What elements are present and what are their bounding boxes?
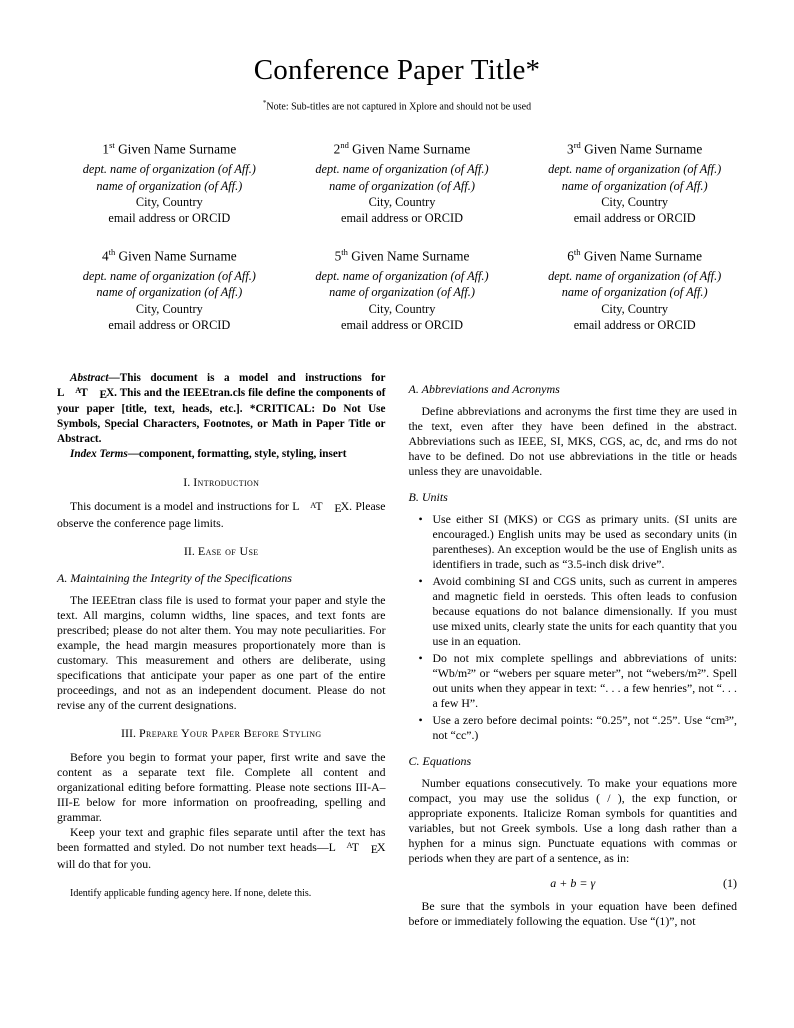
subsection-heading-abbreviations bbox=[409, 382, 738, 397]
subsection-heading-integrity bbox=[57, 571, 386, 586]
author-name-text: Given Name Surname bbox=[352, 141, 471, 157]
section-title: Ease of Use bbox=[197, 544, 259, 559]
author-org: name of organization (of Aff.) bbox=[96, 178, 243, 193]
title-footnote-star: * bbox=[262, 99, 267, 107]
subsection-heading-equations bbox=[409, 754, 738, 769]
equation bbox=[409, 876, 738, 891]
latex-letter: A bbox=[346, 840, 353, 851]
index-terms bbox=[57, 447, 386, 462]
latex-letter: T bbox=[315, 498, 323, 513]
author-ordinal: 6 bbox=[567, 248, 574, 264]
bullet-icon: • bbox=[418, 574, 423, 589]
author-email: email address or ORCID bbox=[108, 317, 231, 332]
author-name-text: Given Name Surname bbox=[118, 141, 237, 157]
author-name-text: Given Name Surname bbox=[351, 248, 470, 264]
author-name bbox=[290, 247, 515, 265]
abstract-text-1: —This document is a model and instructions for bbox=[108, 372, 386, 385]
author-name-text: Given Name Surname bbox=[583, 248, 703, 264]
subsection-heading-units bbox=[409, 490, 738, 505]
author-dept: dept. name of organization (of Aff.) bbox=[315, 162, 489, 177]
section-heading-prepare bbox=[57, 726, 386, 741]
author-dept: dept. name of organization (of Aff.) bbox=[315, 269, 489, 284]
list-item bbox=[419, 713, 738, 743]
list-item-text: Use either SI (MKS) or CGS as primary units. (SI units are encouraged.) English units may be used as secondary units (in parentheses). An exception would be the use of English units as identifiers in trade, such as “3.5-inch disk drive”. bbox=[432, 512, 737, 572]
author-block-6 bbox=[522, 247, 747, 333]
latex-letter: E bbox=[99, 388, 107, 401]
latex-logo bbox=[292, 498, 350, 516]
author-block-3 bbox=[522, 140, 747, 226]
section-number: II. bbox=[183, 544, 195, 559]
latex-letter: L bbox=[57, 386, 65, 399]
author-ordinal: 5 bbox=[334, 248, 342, 264]
author-name bbox=[290, 140, 515, 158]
title-footnote-text: Note: Sub-titles are not captured in Xplore and should not be used bbox=[266, 101, 532, 113]
subsection-title: Abbreviations and Acronyms bbox=[421, 382, 560, 397]
right-column bbox=[409, 371, 738, 929]
abstract-text-2: . This and the IEEEtran.cls file define the components of your paper [title, text, heads, etc.]. *CRITICAL: Do Not Use Symbols, Special Characters, Footnotes, or Math in Paper Title or Abstract. bbox=[57, 386, 386, 445]
funding-footnote: Identify applicable funding agency here. If none, delete this. bbox=[70, 888, 312, 900]
author-email: email address or ORCID bbox=[341, 210, 463, 225]
index-terms-label: Index Terms bbox=[70, 448, 128, 461]
author-org: name of organization (of Aff.) bbox=[329, 285, 475, 300]
author-email: email address or ORCID bbox=[573, 210, 696, 225]
list-item bbox=[419, 512, 738, 572]
list-item-text: Avoid combining SI and CGS units, such as current in amperes and magnetic field in oersteds. This often leads to confusion because equations do not balance dimensionally. If you must use mixed units, clearly state the units for each quantity that you use in an equation. bbox=[432, 574, 737, 649]
author-email: email address or ORCID bbox=[108, 210, 231, 225]
prepare-text-1: Keep your text and graphic files separate until after the text has been formatted and styled. Do not number text heads— bbox=[57, 824, 386, 854]
author-city: City, Country bbox=[135, 194, 203, 209]
subsection-title: Units bbox=[421, 490, 448, 505]
abbreviations-paragraph: Define abbreviations and acronyms the first time they are used in the text, even after they have been defined in the abstract. Abbreviations such as IEEE, SI, MKS, CGS, ac, dc, and rms do not have to be defined. Do not use abbreviations in the title or heads unless they are unavoidable. bbox=[408, 404, 737, 479]
list-item bbox=[419, 574, 738, 649]
section-title: Introduction bbox=[193, 474, 260, 489]
intro-paragraph bbox=[57, 499, 386, 531]
author-ordinal: 3 bbox=[567, 141, 574, 157]
list-item bbox=[419, 651, 738, 711]
author-block-4 bbox=[57, 247, 282, 333]
list-item-text: Use a zero before decimal points: “0.25”, not “.25”. Use “cm³”, not “cc”.) bbox=[432, 712, 737, 742]
author-name bbox=[522, 140, 747, 158]
author-ordinal-suffix: nd bbox=[340, 140, 349, 151]
section-title: Prepare Your Paper Before Styling bbox=[138, 725, 322, 740]
author-city: City, Country bbox=[135, 301, 203, 316]
author-email: email address or ORCID bbox=[341, 317, 463, 332]
author-name bbox=[57, 247, 282, 265]
subsection-label: A. bbox=[57, 570, 68, 585]
author-ordinal-suffix: th bbox=[573, 247, 581, 258]
author-dept: dept. name of organization (of Aff.) bbox=[548, 269, 722, 284]
author-ordinal-suffix: rd bbox=[573, 140, 581, 151]
author-block-2 bbox=[290, 140, 515, 226]
author-name-text: Given Name Surname bbox=[584, 141, 703, 157]
author-city: City, Country bbox=[601, 301, 669, 316]
author-city: City, Country bbox=[601, 194, 669, 209]
latex-letter: E bbox=[370, 842, 378, 857]
section-heading-ease-of-use bbox=[57, 544, 386, 559]
author-grid bbox=[57, 140, 747, 333]
latex-letter: L bbox=[328, 839, 336, 854]
author-ordinal-suffix: th bbox=[341, 247, 348, 258]
latex-letter: T bbox=[351, 839, 359, 854]
author-dept: dept. name of organization (of Aff.) bbox=[82, 269, 256, 284]
latex-letter: X bbox=[106, 386, 115, 399]
equations-paragraph: Number equations consecutively. To make your equations more compact, you may use the solidus ( / ), the exp function, or appropriate exponents. Italicize Roman symbols for quantities and variables, but not Greek symbols. Use a long dash rather than a hyphen for a minus sign. Punctuate equations with commas or periods when they are part of a sentence, as in: bbox=[408, 776, 737, 865]
author-block-5 bbox=[290, 247, 515, 333]
latex-letter: T bbox=[80, 386, 88, 399]
latex-letter: X bbox=[340, 498, 350, 513]
intro-text-1: This document is a model and instructions for bbox=[70, 498, 293, 513]
list-item-text: Do not mix complete spellings and abbreviations of units: “Wb/m²” or “webers per square meter”, not “webers/m²”. Spell out units when they appear in text: “. . . a few henries”, not “. . . a few H”. bbox=[432, 651, 737, 710]
author-name bbox=[57, 140, 282, 158]
equation-number: (1) bbox=[723, 875, 737, 890]
subsection-title: Equations bbox=[422, 753, 472, 768]
latex-letter: L bbox=[292, 498, 300, 513]
section-number: III. bbox=[120, 725, 136, 740]
author-city: City, Country bbox=[368, 194, 436, 209]
author-dept: dept. name of organization (of Aff.) bbox=[548, 162, 722, 177]
bullet-icon: • bbox=[418, 651, 423, 666]
latex-letter: A bbox=[75, 386, 82, 396]
equation-after-paragraph: Be sure that the symbols in your equation have been defined before or immediately following the equation. Use “(1)”, not bbox=[408, 899, 737, 929]
section-number: I. bbox=[183, 474, 191, 489]
paper-title: Conference Paper Title* bbox=[253, 54, 541, 86]
author-ordinal: 2 bbox=[333, 141, 341, 157]
equation-body: a + b = γ bbox=[550, 875, 596, 890]
latex-logo bbox=[328, 839, 386, 857]
latex-letter: A bbox=[310, 499, 317, 510]
author-dept: dept. name of organization (of Aff.) bbox=[82, 162, 256, 177]
prepare-paragraph-2 bbox=[57, 825, 386, 872]
author-org: name of organization (of Aff.) bbox=[561, 178, 708, 193]
author-ordinal: 4 bbox=[101, 248, 109, 264]
author-city: City, Country bbox=[368, 301, 436, 316]
author-email: email address or ORCID bbox=[573, 317, 696, 332]
latex-letter: X bbox=[376, 839, 386, 854]
author-name-text: Given Name Surname bbox=[118, 248, 237, 264]
author-org: name of organization (of Aff.) bbox=[329, 178, 475, 193]
abstract bbox=[57, 371, 386, 446]
intro-text-2: . Please observe the conference page limits. bbox=[57, 498, 386, 531]
subsection-label: C. bbox=[408, 753, 420, 768]
author-ordinal: 1 bbox=[102, 141, 110, 157]
left-column bbox=[57, 371, 386, 929]
subsection-label: A. bbox=[408, 382, 419, 397]
abstract-label: Abstract bbox=[70, 372, 109, 385]
author-ordinal-suffix: th bbox=[108, 247, 116, 258]
author-name bbox=[522, 247, 747, 265]
subsection-label: B. bbox=[408, 490, 419, 505]
ease-of-use-paragraph: The IEEEtran class file is used to format your paper and style the text. All margins, column widths, line spaces, and text fonts are prescribed; please do not alter them. You may note peculiarities. For example, the head margin measures proportionately more than is customary. This measurement and others are deliberate, using specifications that anticipate your paper as one part of the entire proceedings, and not as an independent document. Please do not revise any of the current designations. bbox=[57, 592, 386, 712]
title-footnote bbox=[57, 99, 737, 112]
author-ordinal-suffix: st bbox=[109, 140, 115, 151]
prepare-paragraph-1: Before you begin to format your paper, first write and save the content as a separate text file. Complete all content and organizational editing before formatting. Please note sections III-A–III-E below for more information on proofreading, spelling and grammar. bbox=[57, 749, 386, 824]
section-heading-introduction bbox=[57, 475, 386, 490]
latex-letter: E bbox=[334, 501, 342, 516]
author-org: name of organization (of Aff.) bbox=[96, 285, 243, 300]
prepare-text-2: will do that for you. bbox=[57, 857, 152, 872]
subsection-title: Maintaining the Integrity of the Specifications bbox=[70, 570, 292, 585]
body-columns bbox=[57, 371, 737, 929]
latex-logo bbox=[57, 387, 114, 399]
author-org: name of organization (of Aff.) bbox=[561, 285, 708, 300]
bullet-icon: • bbox=[418, 512, 423, 527]
bullet-icon: • bbox=[418, 712, 423, 727]
index-terms-text: —component, formatting, style, styling, insert bbox=[127, 448, 347, 461]
author-block-1 bbox=[57, 140, 282, 226]
